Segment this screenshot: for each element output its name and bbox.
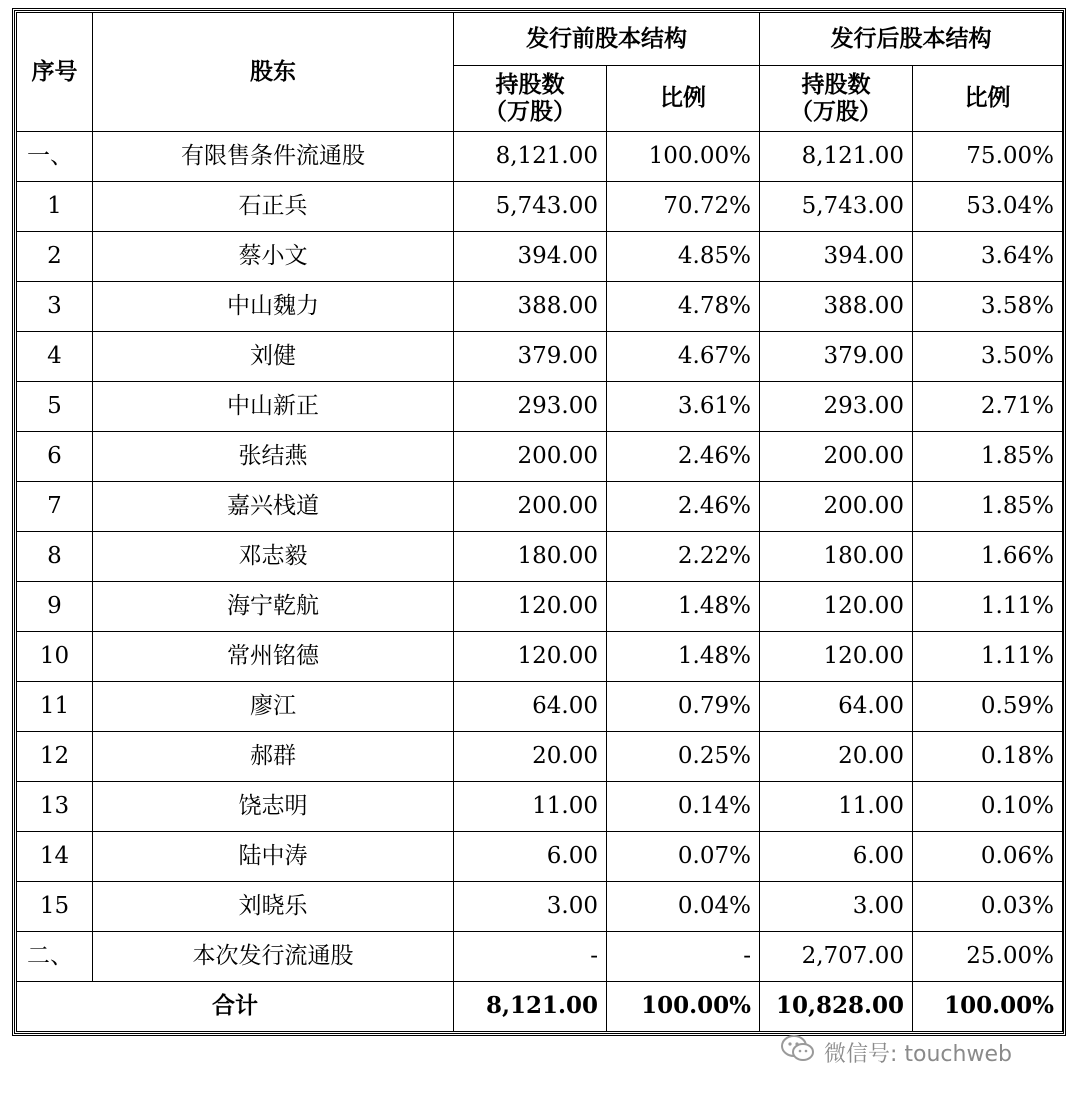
cell-before-ratio: 0.25% [607, 732, 760, 782]
table-row [17, 132, 1063, 182]
total-after-shares: 10,828.00 [760, 982, 913, 1032]
cell-after-ratio: 75.00% [913, 132, 1063, 182]
cell-index: 12 [17, 732, 93, 782]
cell-index: 1 [17, 182, 93, 232]
cell-index: 8 [17, 532, 93, 582]
cell-after-shares: 6.00 [760, 832, 913, 882]
table-row [17, 532, 1063, 582]
cell-before-ratio: 2.46% [607, 482, 760, 532]
total-row [17, 982, 1063, 1032]
cell-after-ratio: 0.59% [913, 682, 1063, 732]
header-before-shares [454, 66, 607, 132]
cell-before-shares: 20.00 [454, 732, 607, 782]
header-after-ratio: 比例 [913, 66, 1063, 132]
table-row [17, 282, 1063, 332]
cell-before-shares: 120.00 [454, 632, 607, 682]
cell-before-ratio: 4.78% [607, 282, 760, 332]
cell-before-shares: 3.00 [454, 882, 607, 932]
cell-after-ratio: 25.00% [913, 932, 1063, 982]
cell-after-ratio: 1.11% [913, 632, 1063, 682]
total-before-ratio: 100.00% [607, 982, 760, 1032]
table-row [17, 182, 1063, 232]
table-body [17, 132, 1063, 1032]
cell-before-ratio: 4.67% [607, 332, 760, 382]
cell-before-shares: 388.00 [454, 282, 607, 332]
cell-index: 3 [17, 282, 93, 332]
cell-index: 11 [17, 682, 93, 732]
table-row [17, 682, 1063, 732]
cell-before-ratio: 2.22% [607, 532, 760, 582]
cell-before-shares: 64.00 [454, 682, 607, 732]
cell-before-ratio: 0.07% [607, 832, 760, 882]
cell-after-shares: 394.00 [760, 232, 913, 282]
shareholding-table-frame [12, 8, 1066, 1036]
cell-after-shares: 11.00 [760, 782, 913, 832]
header-shareholder: 股东 [93, 13, 454, 132]
cell-after-shares: 379.00 [760, 332, 913, 382]
cell-before-shares: 200.00 [454, 482, 607, 532]
cell-after-ratio: 1.85% [913, 482, 1063, 532]
cell-before-shares: 180.00 [454, 532, 607, 582]
header-shares-line1: 持股数 [495, 72, 565, 99]
cell-shareholder: 陆中涛 [93, 832, 454, 882]
cell-after-ratio: 0.06% [913, 832, 1063, 882]
header-row-groups [17, 13, 1063, 66]
cell-shareholder: 海宁乾航 [93, 582, 454, 632]
cell-after-ratio: 1.85% [913, 432, 1063, 482]
cell-shareholder: 廖江 [93, 682, 454, 732]
cell-shareholder: 刘健 [93, 332, 454, 382]
cell-before-ratio: 100.00% [607, 132, 760, 182]
cell-after-shares: 293.00 [760, 382, 913, 432]
cell-index: 7 [17, 482, 93, 532]
table-row [17, 432, 1063, 482]
table-row [17, 632, 1063, 682]
shareholding-table [16, 12, 1063, 1032]
header-before-issue: 发行前股本结构 [454, 13, 760, 66]
cell-before-ratio: 0.04% [607, 882, 760, 932]
cell-shareholder: 嘉兴栈道 [93, 482, 454, 532]
cell-before-shares: 6.00 [454, 832, 607, 882]
header-before-ratio: 比例 [607, 66, 760, 132]
cell-shareholder: 石正兵 [93, 182, 454, 232]
cell-before-ratio: 1.48% [607, 632, 760, 682]
header-after-issue: 发行后股本结构 [760, 13, 1063, 66]
cell-shareholder: 邓志毅 [93, 532, 454, 582]
cell-before-ratio: 2.46% [607, 432, 760, 482]
cell-after-shares: 388.00 [760, 282, 913, 332]
table-row [17, 332, 1063, 382]
cell-before-ratio: 1.48% [607, 582, 760, 632]
cell-shareholder: 常州铭德 [93, 632, 454, 682]
cell-shareholder: 有限售条件流通股 [93, 132, 454, 182]
cell-after-shares: 5,743.00 [760, 182, 913, 232]
total-before-shares: 8,121.00 [454, 982, 607, 1032]
cell-index: 9 [17, 582, 93, 632]
cell-index: 一、 [17, 132, 93, 182]
watermark-text: 微信号: touchweb [824, 1041, 1012, 1067]
cell-after-shares: 200.00 [760, 432, 913, 482]
cell-before-shares: - [454, 932, 607, 982]
table-row [17, 582, 1063, 632]
cell-shareholder: 本次发行流通股 [93, 932, 454, 982]
cell-after-shares: 2,707.00 [760, 932, 913, 982]
cell-after-shares: 200.00 [760, 482, 913, 532]
table-row [17, 732, 1063, 782]
watermark [780, 1034, 1012, 1070]
total-after-ratio: 100.00% [913, 982, 1063, 1032]
cell-before-shares: 5,743.00 [454, 182, 607, 232]
cell-after-shares: 8,121.00 [760, 132, 913, 182]
table-row [17, 882, 1063, 932]
cell-shareholder: 中山魏力 [93, 282, 454, 332]
cell-shareholder: 蔡小文 [93, 232, 454, 282]
wechat-icon [780, 1034, 816, 1070]
cell-before-ratio: 4.85% [607, 232, 760, 282]
cell-after-shares: 3.00 [760, 882, 913, 932]
cell-index: 4 [17, 332, 93, 382]
header-shares-line1: 持股数 [801, 72, 871, 99]
cell-before-shares: 200.00 [454, 432, 607, 482]
cell-before-shares: 379.00 [454, 332, 607, 382]
cell-index: 5 [17, 382, 93, 432]
cell-shareholder: 饶志明 [93, 782, 454, 832]
cell-after-ratio: 3.58% [913, 282, 1063, 332]
cell-after-shares: 120.00 [760, 632, 913, 682]
cell-index: 10 [17, 632, 93, 682]
table-row [17, 382, 1063, 432]
table-row [17, 232, 1063, 282]
cell-before-shares: 394.00 [454, 232, 607, 282]
total-label: 合计 [17, 982, 454, 1032]
header-index: 序号 [17, 13, 93, 132]
cell-before-shares: 293.00 [454, 382, 607, 432]
cell-after-ratio: 53.04% [913, 182, 1063, 232]
header-shares-line2: （万股） [484, 98, 576, 125]
cell-after-shares: 20.00 [760, 732, 913, 782]
cell-after-ratio: 0.10% [913, 782, 1063, 832]
cell-after-ratio: 0.03% [913, 882, 1063, 932]
cell-after-shares: 180.00 [760, 532, 913, 582]
cell-after-ratio: 1.66% [913, 532, 1063, 582]
cell-after-shares: 64.00 [760, 682, 913, 732]
cell-after-ratio: 1.11% [913, 582, 1063, 632]
cell-index: 2 [17, 232, 93, 282]
table-row [17, 932, 1063, 982]
header-shares-line2: （万股） [790, 98, 882, 125]
cell-index: 15 [17, 882, 93, 932]
cell-index: 13 [17, 782, 93, 832]
table-row [17, 832, 1063, 882]
cell-before-ratio: 70.72% [607, 182, 760, 232]
cell-before-shares: 8,121.00 [454, 132, 607, 182]
table-row [17, 782, 1063, 832]
cell-before-shares: 11.00 [454, 782, 607, 832]
cell-after-ratio: 3.64% [913, 232, 1063, 282]
cell-shareholder: 张结燕 [93, 432, 454, 482]
cell-before-ratio: - [607, 932, 760, 982]
cell-after-ratio: 2.71% [913, 382, 1063, 432]
cell-before-ratio: 0.79% [607, 682, 760, 732]
cell-shareholder: 刘晓乐 [93, 882, 454, 932]
cell-shareholder: 中山新正 [93, 382, 454, 432]
header-after-shares [760, 66, 913, 132]
table-row [17, 482, 1063, 532]
cell-before-shares: 120.00 [454, 582, 607, 632]
cell-index: 14 [17, 832, 93, 882]
cell-index: 二、 [17, 932, 93, 982]
cell-after-ratio: 3.50% [913, 332, 1063, 382]
cell-index: 6 [17, 432, 93, 482]
cell-before-ratio: 3.61% [607, 382, 760, 432]
cell-before-ratio: 0.14% [607, 782, 760, 832]
cell-after-shares: 120.00 [760, 582, 913, 632]
cell-after-ratio: 0.18% [913, 732, 1063, 782]
cell-shareholder: 郝群 [93, 732, 454, 782]
